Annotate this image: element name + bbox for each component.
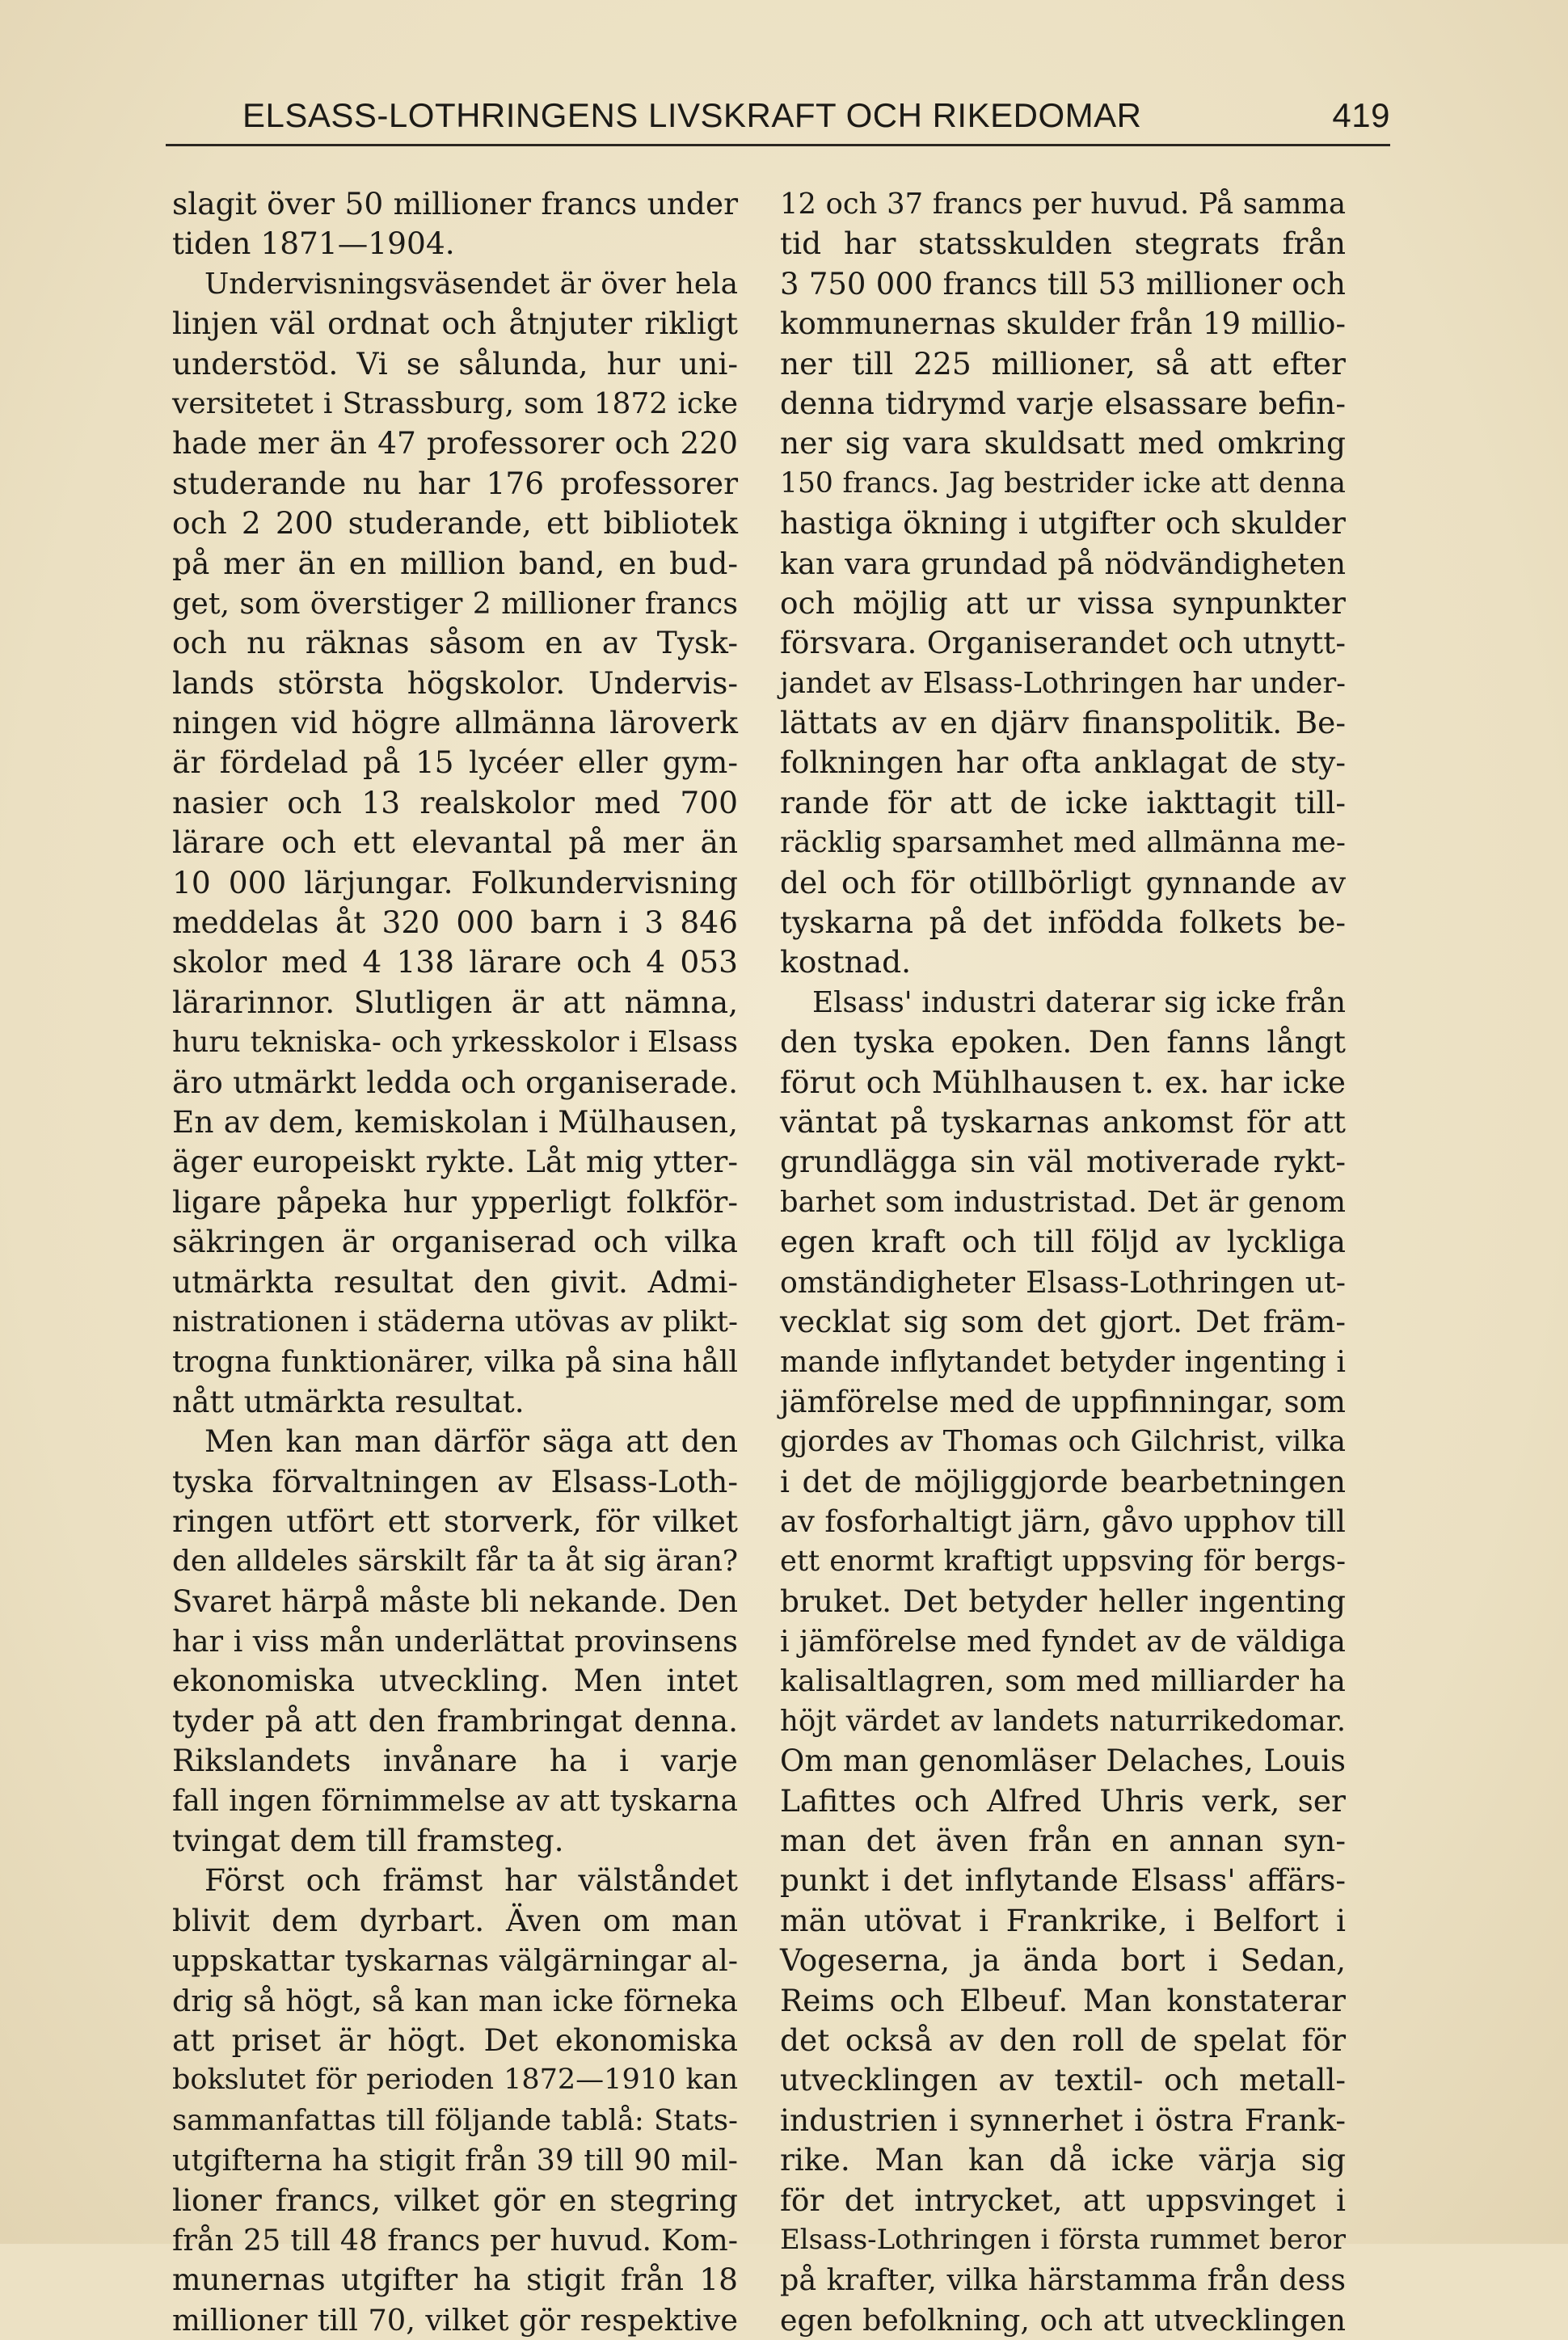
text-line: tiden 1871—1904. bbox=[172, 226, 455, 262]
text-line: 150 francs. Jag bestrider icke att denna bbox=[780, 466, 1346, 500]
text-line: understöd. Vi se sålunda, hur uni- bbox=[172, 345, 738, 382]
text-line: och möjlig att ur vissa synpunkter bbox=[780, 584, 1346, 621]
text-line: omständigheter Elsass-Lothringen ut- bbox=[780, 1264, 1346, 1300]
text-line: drig så högt, så kan man icke förneka bbox=[172, 1983, 738, 2018]
text-line: Vogeserna, ja ända bort i Sedan, bbox=[780, 1942, 1346, 1979]
text-line: lärarinnor. Slutligen är att nämna, bbox=[172, 984, 738, 1020]
text-line: fall ingen förnimmelse av att tyskarna bbox=[172, 1784, 738, 1818]
text-line: nistrationen i städerna utövas av plikt- bbox=[172, 1305, 738, 1339]
text-line: industrien i synnerhet i östra Frank- bbox=[780, 2102, 1346, 2138]
text-line: Rikslandets invånare ha i varje bbox=[172, 1743, 738, 1779]
text-line: och nu räknas såsom en av Tysk- bbox=[172, 625, 738, 661]
text-line: ligare påpeka hur ypperligt folkför- bbox=[172, 1183, 738, 1220]
text-line: grundlägga sin väl motiverade rykt- bbox=[780, 1144, 1346, 1180]
text-line: den alldeles särskilt får ta åt sig äran? bbox=[172, 1545, 738, 1579]
text-line: Elsass-Lothringen i första rummet beror bbox=[780, 2223, 1346, 2256]
text-line: 12 och 37 francs per huvud. På samma bbox=[780, 188, 1346, 221]
text-line: Elsass' industri daterar sig icke från bbox=[812, 985, 1346, 1019]
text-line: tvingat dem till framsteg. bbox=[172, 1823, 564, 1859]
text-line: sammanfattas till följande tablå: Stats- bbox=[172, 2103, 738, 2137]
text-line: egen kraft och till följd av lyckliga bbox=[780, 1224, 1346, 1260]
text-line: Om man genomläser Delaches, Louis bbox=[780, 1743, 1346, 1779]
text-line: blivit dem dyrbart. Även om man bbox=[172, 1902, 738, 1938]
text-line: versitetet i Strassburg, som 1872 icke bbox=[172, 386, 738, 420]
text-line: bruket. Det betyder heller ingenting bbox=[780, 1583, 1346, 1619]
text-line: 10 000 lärjungar. Folkundervisning bbox=[172, 864, 738, 900]
text-line: på mer än en million band, en bud- bbox=[172, 545, 738, 581]
text-line: Undervisningsväsendet är över hela bbox=[204, 267, 738, 301]
text-line: folkningen har ofta anklagat de sty- bbox=[780, 744, 1346, 781]
text-line: lioner francs, vilket gör en stegring bbox=[172, 2182, 738, 2218]
page-number: 419 bbox=[1332, 96, 1390, 134]
text-line: det också av den roll de spelat för bbox=[780, 2022, 1346, 2058]
text-line: ner sig vara skuldsatt med omkring bbox=[780, 425, 1346, 462]
text-line: för det intrycket, att uppsvinget i bbox=[780, 2182, 1346, 2218]
text-line: hade mer än 47 professorer och 220 bbox=[172, 425, 738, 462]
text-line: hastiga ökning i utgifter och skulder bbox=[780, 505, 1346, 542]
text-line: uppskattar tyskarnas välgärningar al- bbox=[172, 1943, 738, 1979]
text-line: rande för att de icke iakttagit till- bbox=[780, 784, 1346, 820]
text-line: är fördelad på 15 lycéer eller gym- bbox=[172, 744, 738, 781]
text-line: gjordes av Thomas och Gilchrist, vilka bbox=[780, 1425, 1346, 1459]
text-line: meddelas åt 320 000 barn i 3 846 bbox=[172, 904, 738, 941]
text-line: att priset är högt. Det ekonomiska bbox=[172, 2022, 738, 2058]
running-header bbox=[242, 87, 1390, 144]
text-line: vecklat sig som det gjort. Det främ- bbox=[780, 1303, 1346, 1339]
text-line: lärare och ett elevantal på mer än bbox=[172, 824, 738, 861]
text-column-right bbox=[780, 184, 1346, 2340]
text-line: denna tidrymd varje elsassare befin- bbox=[780, 385, 1346, 421]
text-line: ett enormt kraftigt uppsving för bergs- bbox=[780, 1545, 1346, 1579]
text-line: nasier och 13 realskolor med 700 bbox=[172, 784, 738, 820]
text-line: studerande nu har 176 professorer bbox=[172, 465, 738, 501]
text-line: mande inflytandet betyder ingenting i bbox=[780, 1344, 1346, 1380]
text-line: väntat på tyskarnas ankomst för att bbox=[780, 1103, 1346, 1140]
text-line: har i viss mån underlättat provinsens bbox=[172, 1624, 738, 1659]
text-line: jämförelse med de uppfinningar, som bbox=[780, 1384, 1346, 1419]
text-line: utmärkta resultat den givit. Admi- bbox=[172, 1263, 738, 1300]
text-line: den tyska epoken. Den fanns långt bbox=[780, 1024, 1346, 1060]
text-line: barhet som industristad. Det är genom bbox=[780, 1185, 1346, 1219]
text-line: i det de möjliggjorde bearbetningen bbox=[780, 1463, 1346, 1499]
text-line: punkt i det inflytande Elsass' affärs- bbox=[780, 1862, 1346, 1899]
text-line: utvecklingen av textil- och metall- bbox=[780, 2062, 1346, 2098]
text-line: äger europeiskt rykte. Låt mig ytter- bbox=[172, 1144, 738, 1180]
text-line: ner till 225 millioner, så att efter bbox=[780, 345, 1346, 382]
text-line: äro utmärkt ledda och organiserade. bbox=[172, 1064, 738, 1100]
text-line: man det även från en annan syn- bbox=[780, 1823, 1346, 1859]
text-line: kommunernas skulder från 19 millio- bbox=[780, 306, 1346, 342]
text-line: Men kan man därför säga att den bbox=[204, 1423, 738, 1460]
text-line: kalisaltlagren, som med milliarder ha bbox=[780, 1663, 1346, 1699]
text-line: get, som överstiger 2 millioner francs bbox=[172, 585, 738, 621]
text-line: från 25 till 48 francs per huvud. Kom- bbox=[172, 2222, 738, 2258]
text-line: munernas utgifter ha stigit från 18 bbox=[172, 2262, 738, 2298]
text-line: på krafter, vilka härstamma från dess bbox=[780, 2262, 1346, 2298]
text-line: rike. Man kan då icke värja sig bbox=[780, 2142, 1346, 2178]
text-line: egen befolkning, och att utvecklingen bbox=[780, 2302, 1346, 2338]
text-line: ningen vid högre allmänna läroverk bbox=[172, 705, 738, 741]
text-line: i jämförelse med fyndet av de väldiga bbox=[780, 1624, 1346, 1659]
text-line: och 2 200 studerande, ett bibliotek bbox=[172, 505, 738, 542]
text-line: Reims och Elbeuf. Man konstaterar bbox=[780, 1982, 1346, 2018]
text-line: tid har statsskulden stegrats från bbox=[780, 226, 1346, 262]
text-line: lättats av en djärv finanspolitik. Be- bbox=[780, 705, 1346, 741]
text-line: tyska förvaltningen av Elsass-Loth- bbox=[172, 1463, 738, 1499]
text-line: av fosforhaltigt järn, gåvo upphov till bbox=[780, 1503, 1346, 1539]
text-column-left bbox=[172, 184, 738, 2340]
text-line: kostnad. bbox=[780, 944, 912, 980]
text-line: linjen väl ordnat och åtnjuter rikligt bbox=[172, 306, 738, 342]
text-line: bokslutet för perioden 1872—1910 kan bbox=[172, 2064, 738, 2097]
text-line: utgifterna ha stigit från 39 till 90 mil- bbox=[172, 2143, 738, 2178]
text-line: 3 750 000 francs till 53 millioner och bbox=[780, 266, 1346, 301]
text-line: lands största högskolor. Undervis- bbox=[172, 664, 738, 701]
text-line: millioner till 70, vilket gör respektive bbox=[172, 2302, 738, 2338]
text-line: räcklig sparsamhet med allmänna me- bbox=[780, 826, 1346, 860]
text-line: slagit över 50 millioner francs under bbox=[172, 186, 738, 221]
text-line: huru tekniska- och yrkesskolor i Elsass bbox=[172, 1026, 738, 1060]
text-line: försvara. Organiserandet och utnytt- bbox=[780, 625, 1346, 661]
running-title: ELSASS-LOTHRINGENS LIVSKRAFT OCH RIKEDOMAR bbox=[242, 96, 1142, 134]
text-line: del och för otillbörligt gynnande av bbox=[780, 864, 1346, 900]
text-line: Svaret härpå måste bli nekande. Den bbox=[172, 1583, 738, 1619]
text-line: säkringen är organiserad och vilka bbox=[172, 1224, 738, 1260]
header-rule bbox=[166, 144, 1390, 146]
text-line: skolor med 4 138 lärare och 4 053 bbox=[172, 944, 738, 980]
text-line: trogna funktionärer, vilka på sina håll bbox=[172, 1344, 738, 1380]
text-line: jandet av Elsass-Lothringen har under- bbox=[780, 666, 1346, 700]
text-line: kan vara grundad på nödvändigheten bbox=[780, 546, 1346, 581]
text-line: Lafittes och Alfred Uhris verk, ser bbox=[780, 1782, 1346, 1819]
text-line: tyskarna på det infödda folkets be- bbox=[780, 904, 1346, 941]
text-line: ringen utfört ett storverk, för vilket bbox=[172, 1503, 738, 1539]
text-line: Först och främst har välståndet bbox=[204, 1862, 738, 1899]
text-line: förut och Mühlhausen t. ex. har icke bbox=[780, 1064, 1346, 1100]
text-line: tyder på att den frambringat denna. bbox=[172, 1702, 738, 1739]
text-line: män utövat i Frankrike, i Belfort i bbox=[780, 1902, 1346, 1938]
text-line: En av dem, kemiskolan i Mülhausen, bbox=[172, 1103, 738, 1140]
text-line: ekonomiska utveckling. Men intet bbox=[172, 1663, 738, 1699]
text-line: höjt värdet av landets naturrikedomar. bbox=[780, 1704, 1346, 1738]
text-line: nått utmärkta resultat. bbox=[172, 1383, 525, 1419]
